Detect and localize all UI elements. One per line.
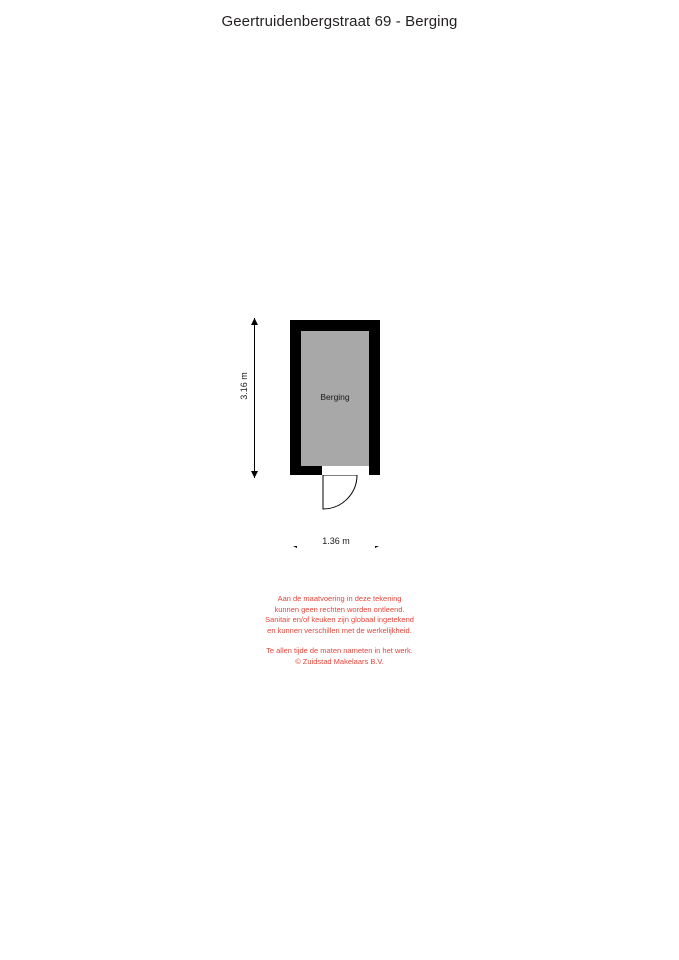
- dimension-width: [290, 535, 382, 553]
- dimension-width-label: 1.36 m: [290, 536, 382, 546]
- disclaimer: [0, 594, 679, 667]
- disclaimer-line: kunnen geen rechten worden ontleend.: [274, 604, 405, 614]
- room-label-berging: Berging: [320, 392, 350, 402]
- floorplan-drawing: [230, 300, 460, 570]
- copyright-line: © Zuidstad Makelaars B.V.: [295, 656, 384, 666]
- disclaimer-line: Aan de maatvoering in deze tekening: [277, 594, 402, 603]
- disclaimer-primary: [0, 594, 679, 636]
- door-swing-icon: [322, 475, 370, 511]
- disclaimer-line: Sanitair en/of keuken zijn globaal ingetekend: [265, 615, 414, 624]
- disclaimer-line: Te allen tijde de maten nameten in het werk.: [266, 646, 413, 655]
- page-title: Geertruidenbergstraat 69 - Berging: [221, 13, 458, 30]
- disclaimer-line: en kunnen verschillen met de werkelijkheid.: [267, 625, 412, 635]
- dimension-height: [236, 318, 266, 478]
- disclaimer-secondary: [0, 646, 679, 667]
- dimension-height-label: 3.16 m: [238, 346, 250, 426]
- dimension-height-arrows: [249, 318, 260, 478]
- disclaimer-spacer: [0, 636, 679, 646]
